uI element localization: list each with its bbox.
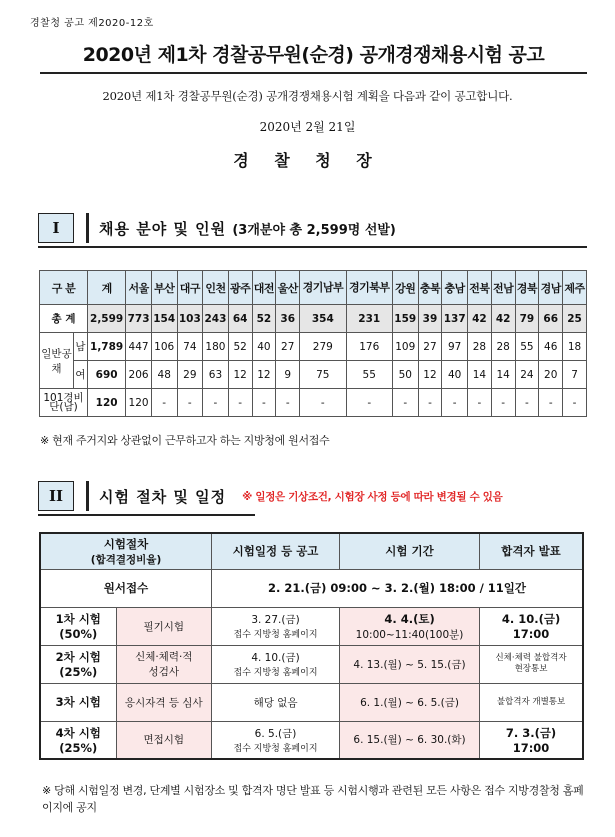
total-cell-15: 79	[515, 305, 539, 333]
recruitment-table	[39, 270, 587, 417]
guard-cell-4: -	[203, 389, 229, 417]
section1-heading	[38, 212, 396, 244]
stage2-notice-sub: 접수 지방청 홈페이지	[233, 668, 318, 678]
stage1-result-time: 17:00	[512, 627, 550, 641]
male-cell-4: 180	[203, 333, 229, 361]
header-col-5: 인천	[203, 271, 229, 305]
total-cell-0: 2,599	[88, 305, 126, 333]
header-procedure	[40, 533, 212, 569]
total-cell-6: 52	[252, 305, 276, 333]
stage2-name: 2차 시험	[55, 650, 101, 664]
female-cell-16: 20	[539, 361, 563, 389]
section2-bar	[86, 481, 89, 511]
guard-cell-10: -	[392, 389, 418, 417]
stage3-notice: 해당 없음	[212, 683, 340, 721]
header-notice: 시험일정 등 공고	[212, 533, 340, 569]
stage3-result: 불합격자 개별통보	[480, 683, 583, 721]
total-cell-11: 39	[418, 305, 442, 333]
header-col-2: 서울	[126, 271, 152, 305]
total-cell-1: 773	[126, 305, 152, 333]
guard-label: 101경비단(남)	[40, 389, 88, 417]
total-cell-16: 66	[539, 305, 563, 333]
section2-heading	[38, 480, 502, 512]
section1-number: I	[38, 213, 74, 243]
guard-cell-5: -	[228, 389, 252, 417]
section1-title-text: 채용 분야 및 인원	[99, 219, 227, 238]
section1-divider	[38, 246, 587, 248]
section2-number: II	[38, 481, 74, 511]
title-bar	[40, 34, 587, 74]
stage1-result-date: 4. 10.(금)	[501, 612, 561, 626]
stage3-period: 6. 1.(월) ~ 6. 5.(금)	[340, 683, 480, 721]
header-col-7: 대전	[252, 271, 276, 305]
header-col-8: 울산	[276, 271, 300, 305]
section2-footnote: ※ 당해 시험일정 변경, 단계별 시험장소 및 합격자 명단 발표 등 시험시행과 관련된 모든 사항은 접수 지방경찰청 홈페이지에 공지	[42, 784, 584, 814]
male-row	[40, 333, 587, 361]
stage1-notice-sub: 접수 지방청 홈페이지	[233, 630, 318, 640]
guard-cell-6: -	[252, 389, 276, 417]
female-row	[40, 361, 587, 389]
stage2-row	[40, 645, 583, 683]
intro-text: 2020년 제1차 경찰공무원(순경) 공개경쟁채용시험 계획을 다음과 같이 공고합니다.	[102, 89, 513, 103]
guard-cell-9: -	[346, 389, 392, 417]
header-col-9: 경기남부	[300, 271, 346, 305]
guard-cell-17: -	[563, 389, 587, 417]
header-col-4: 대구	[177, 271, 203, 305]
section1-subtitle: (3개분야 총 2,599명 선발)	[232, 222, 396, 238]
total-cell-17: 25	[563, 305, 587, 333]
stage1-notice-date: 3. 27.(금)	[251, 614, 300, 626]
guard-cell-7: -	[276, 389, 300, 417]
total-label: 총 계	[40, 305, 88, 333]
male-cell-3: 74	[177, 333, 203, 361]
total-cell-2: 154	[151, 305, 177, 333]
male-cell-15: 55	[515, 333, 539, 361]
document-title: 2020년 제1차 경찰공무원(순경) 공개경쟁채용시험 공고	[82, 43, 545, 66]
female-cell-12: 40	[442, 361, 468, 389]
stage4-label	[40, 721, 116, 759]
header-col-17: 경남	[539, 271, 563, 305]
female-cell-14: 14	[491, 361, 515, 389]
header-col-15: 전남	[491, 271, 515, 305]
male-cell-10: 109	[392, 333, 418, 361]
apply-period: 2. 21.(금) 09:00 ~ 3. 2.(월) 18:00 / 11일간	[212, 569, 583, 607]
total-cell-10: 159	[392, 305, 418, 333]
total-row	[40, 305, 587, 333]
female-cell-10: 50	[392, 361, 418, 389]
male-cell-1: 447	[126, 333, 152, 361]
male-cell-12: 97	[442, 333, 468, 361]
guard-cell-3: -	[177, 389, 203, 417]
guard-cell-0: 120	[88, 389, 126, 417]
male-cell-2: 106	[151, 333, 177, 361]
female-cell-13: 14	[467, 361, 491, 389]
stage2-label	[40, 645, 116, 683]
apply-label: 원서접수	[40, 569, 212, 607]
female-cell-9: 55	[346, 361, 392, 389]
header-col-13: 충남	[442, 271, 468, 305]
schedule-table	[39, 532, 584, 760]
total-cell-9: 231	[346, 305, 392, 333]
male-cell-9: 176	[346, 333, 392, 361]
header-col-12: 충북	[418, 271, 442, 305]
schedule-header-row	[40, 533, 583, 569]
stage2-ratio: (25%)	[59, 665, 98, 679]
female-label: 여	[74, 361, 88, 389]
stage4-row	[40, 721, 583, 759]
stage1-period-date: 4. 4.(토)	[384, 611, 435, 626]
notice-date: 2020년 2월 21일	[259, 120, 356, 134]
male-cell-16: 46	[539, 333, 563, 361]
male-cell-6: 40	[252, 333, 276, 361]
stage2-period: 4. 13.(월) ~ 5. 15.(금)	[340, 645, 480, 683]
stage1-row	[40, 607, 583, 645]
section1-title	[99, 218, 396, 239]
total-cell-12: 137	[442, 305, 468, 333]
section2-note: ※ 일정은 기상조건, 시험장 사정 등에 따라 변경될 수 있음	[242, 490, 503, 503]
stage1-type: 필기시험	[116, 607, 212, 645]
stage4-ratio: (25%)	[59, 740, 98, 755]
male-cell-13: 28	[467, 333, 491, 361]
apply-row	[40, 569, 583, 607]
guard-cell-8: -	[300, 389, 346, 417]
stage4-notice	[212, 721, 340, 759]
stage1-label	[40, 607, 116, 645]
header-col-16: 경북	[515, 271, 539, 305]
total-cell-5: 64	[228, 305, 252, 333]
male-cell-7: 27	[276, 333, 300, 361]
stage2-notice	[212, 645, 340, 683]
stage4-type: 면접시험	[116, 721, 212, 759]
header-procedure-text: 시험절차	[103, 536, 149, 551]
female-cell-6: 12	[252, 361, 276, 389]
female-cell-11: 12	[418, 361, 442, 389]
signer: 경 찰 청 장	[233, 151, 382, 170]
male-cell-0: 1,789	[88, 333, 126, 361]
header-col-18: 제주	[563, 271, 587, 305]
female-cell-2: 48	[151, 361, 177, 389]
section2-divider	[38, 514, 255, 516]
header-category: 구 분	[40, 271, 88, 305]
male-cell-14: 28	[491, 333, 515, 361]
stage1-name: 1차 시험	[55, 612, 101, 626]
guard-cell-16: -	[539, 389, 563, 417]
stage4-notice-date: 6. 5.(금)	[254, 727, 297, 740]
male-cell-5: 52	[228, 333, 252, 361]
stage3-label: 3차 시험	[40, 683, 116, 721]
male-label: 남	[74, 333, 88, 361]
stage2-result: 신체·체력 불합격자 현장통보	[480, 645, 583, 683]
guard-cell-13: -	[467, 389, 491, 417]
stage3-row	[40, 683, 583, 721]
header-col-3: 부산	[151, 271, 177, 305]
total-cell-7: 36	[276, 305, 300, 333]
female-cell-15: 24	[515, 361, 539, 389]
stage4-period: 6. 15.(월) ~ 6. 30.(화)	[340, 721, 480, 759]
stage1-notice	[212, 607, 340, 645]
stage4-name: 4차 시험	[55, 725, 101, 740]
guard-cell-11: -	[418, 389, 442, 417]
section2-title: 시험 절차 및 일정	[99, 487, 227, 506]
header-col-10: 경기북부	[346, 271, 392, 305]
header-result: 합격자 발표	[480, 533, 583, 569]
female-cell-1: 206	[126, 361, 152, 389]
stage2-type: 신체·체력·적성검사	[116, 645, 212, 683]
stage4-result-date: 7. 3.(금)	[505, 725, 557, 740]
stage1-result	[480, 607, 583, 645]
guard-cell-12: -	[442, 389, 468, 417]
female-cell-5: 12	[228, 361, 252, 389]
male-cell-17: 18	[563, 333, 587, 361]
male-cell-8: 279	[300, 333, 346, 361]
stage1-ratio: (50%)	[59, 627, 98, 641]
female-cell-7: 9	[276, 361, 300, 389]
female-cell-3: 29	[177, 361, 203, 389]
guard-cell-14: -	[491, 389, 515, 417]
male-cell-11: 27	[418, 333, 442, 361]
guard-row	[40, 389, 587, 417]
guard-cell-2: -	[151, 389, 177, 417]
total-cell-8: 354	[300, 305, 346, 333]
stage2-notice-date: 4. 10.(금)	[251, 652, 300, 664]
general-label: 일반공채	[40, 333, 74, 389]
header-col-11: 강원	[392, 271, 418, 305]
total-cell-3: 103	[177, 305, 203, 333]
section1-bar	[86, 213, 89, 243]
total-cell-13: 42	[467, 305, 491, 333]
guard-cell-1: 120	[126, 389, 152, 417]
stage1-period	[340, 607, 480, 645]
female-cell-8: 75	[300, 361, 346, 389]
stage3-type: 응시자격 등 심사	[116, 683, 212, 721]
recruitment-header-row	[40, 271, 587, 305]
header-period: 시험 기간	[340, 533, 480, 569]
header-col-14: 전북	[467, 271, 491, 305]
stage4-notice-sub: 접수 지방청 홈페이지	[233, 743, 318, 754]
female-cell-17: 7	[563, 361, 587, 389]
header-col-1: 계	[88, 271, 126, 305]
stage1-period-sub: 10:00~11:40(100분)	[355, 628, 464, 641]
female-cell-0: 690	[88, 361, 126, 389]
guard-cell-15: -	[515, 389, 539, 417]
header-col-6: 광주	[228, 271, 252, 305]
section1-footnote: ※ 현재 주거지와 상관없이 근무하고자 하는 지방청에 원서접수	[40, 434, 330, 447]
stage4-result	[480, 721, 583, 759]
notice-number: 경찰청 공고 제2020-12호	[30, 18, 154, 29]
header-procedure-sub: (합격결정비율)	[90, 553, 162, 566]
stage4-result-time: 17:00	[512, 740, 550, 755]
total-cell-4: 243	[203, 305, 229, 333]
female-cell-4: 63	[203, 361, 229, 389]
total-cell-14: 42	[491, 305, 515, 333]
